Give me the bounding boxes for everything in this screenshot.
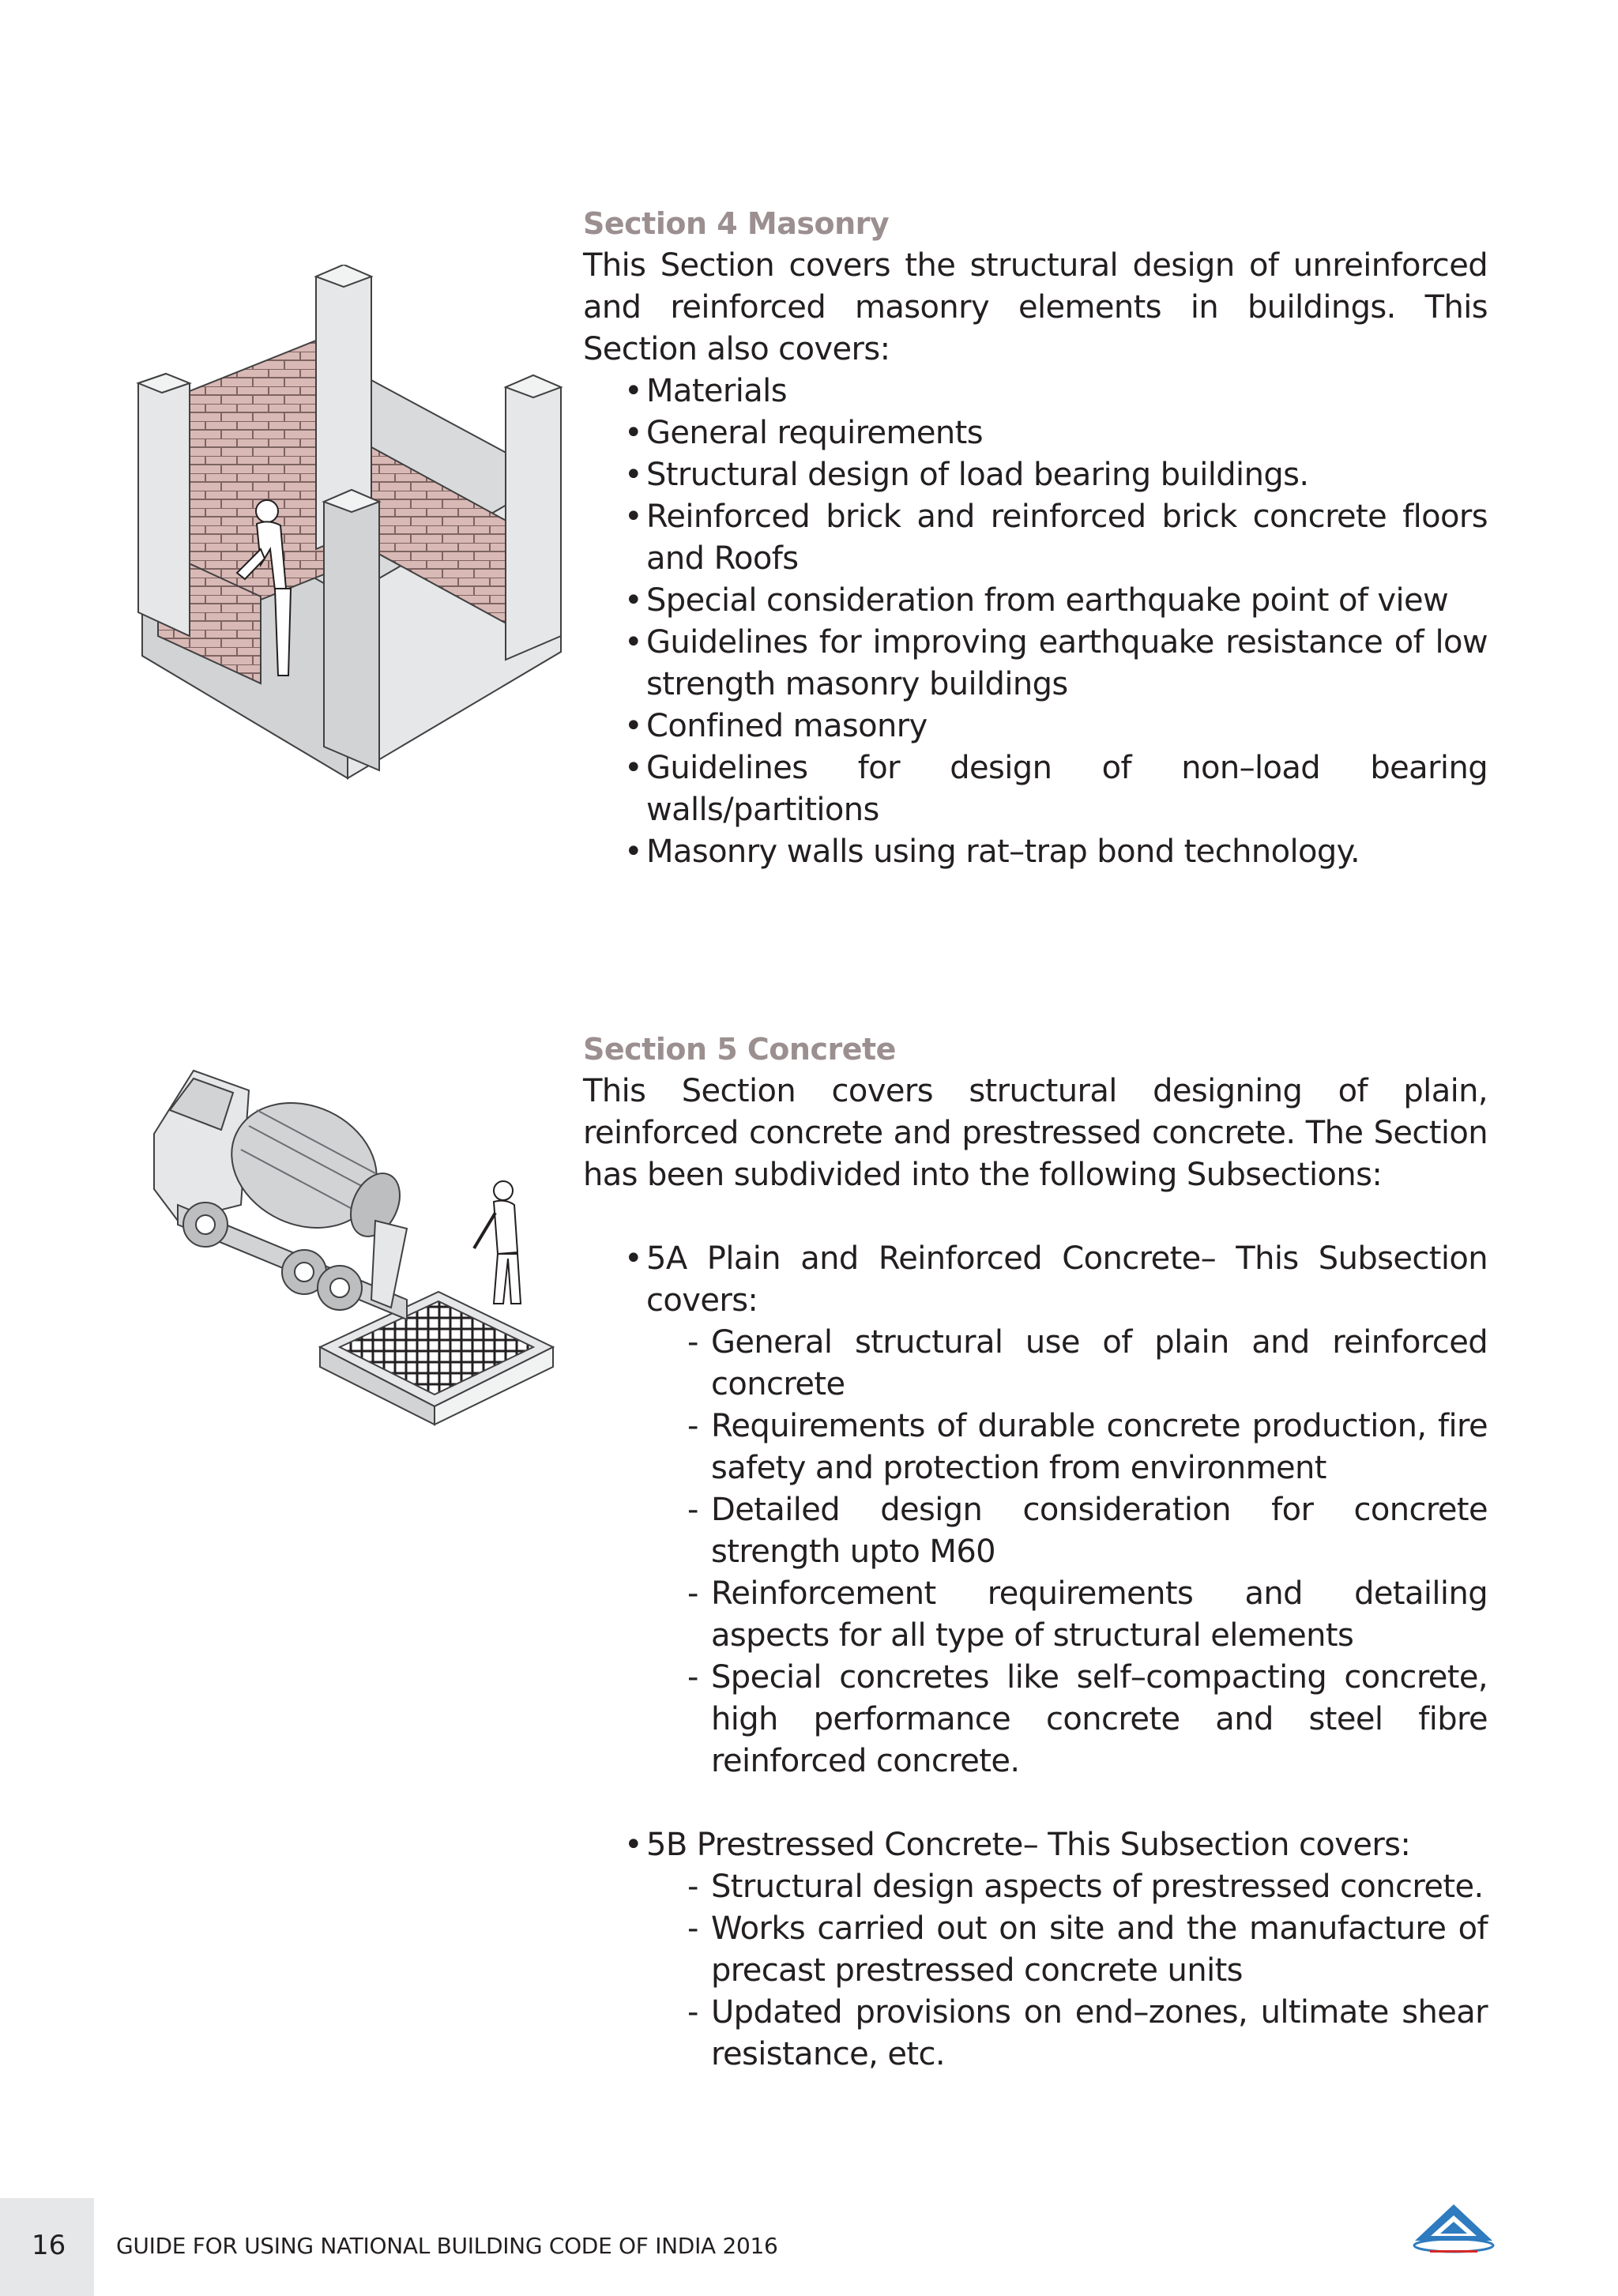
list-item: • Reinforced brick and reinforced brick concrete floors and Roofs bbox=[646, 496, 1488, 580]
list-item: - General structural use of plain and reinforced concrete bbox=[711, 1322, 1488, 1406]
list-item: • Materials bbox=[646, 371, 1488, 412]
subsection-5a-heading: 5A Plain and Reinforced Concrete– This Subsection covers: bbox=[646, 1240, 1488, 1319]
list-item: - Reinforcement requirements and detailing aspects for all type of structural elements bbox=[711, 1573, 1488, 1657]
list-item: • Special consideration from earthquake point of view bbox=[646, 580, 1488, 622]
section-5-concrete bbox=[583, 1029, 1488, 2076]
list-item: • Confined masonry bbox=[646, 706, 1488, 747]
subsection-5a-list bbox=[646, 1322, 1488, 1782]
masonry-illustration bbox=[134, 265, 577, 794]
subsection-heading bbox=[646, 1238, 1488, 1782]
list-item: - Updated provisions on end–zones, ultimate shear resistance, etc. bbox=[711, 1992, 1488, 2076]
section-5-intro: This Section covers structural designing of plain, reinforced concrete and prestressed concrete. The Section has been subdivided into the following Subsections: bbox=[583, 1073, 1488, 1193]
bis-logo-icon bbox=[1410, 2201, 1497, 2255]
section-4-intro: This Section covers the structural design of unreinforced and reinforced masonry elements in buildings. This Section also covers: bbox=[583, 247, 1488, 367]
section-4-title: Section 4 Masonry bbox=[583, 206, 890, 241]
section-4-list bbox=[583, 371, 1488, 873]
subsection-5a bbox=[583, 1238, 1488, 1782]
list-item: - Requirements of durable concrete production, fire safety and protection from environment bbox=[711, 1406, 1488, 1489]
list-item: • Structural design of load bearing buildings. bbox=[646, 454, 1488, 496]
section-4-masonry bbox=[583, 203, 1488, 873]
list-item: • Masonry walls using rat–trap bond technology. bbox=[646, 831, 1488, 873]
list-item: - Structural design aspects of prestressed concrete. bbox=[711, 1866, 1488, 1908]
list-item: • General requirements bbox=[646, 412, 1488, 454]
list-item: - Works carried out on site and the manufacture of precast prestressed concrete units bbox=[711, 1908, 1488, 1992]
concrete-truck-illustration bbox=[146, 1047, 557, 1426]
list-item: - Detailed design consideration for concrete strength upto M60 bbox=[711, 1489, 1488, 1573]
subsection-5b-list bbox=[646, 1866, 1488, 2076]
subsection-5b bbox=[583, 1824, 1488, 2076]
list-item: • Guidelines for design of non–load bearing walls/partitions bbox=[646, 747, 1488, 831]
section-5-title: Section 5 Concrete bbox=[583, 1032, 896, 1067]
subsection-5b-heading: 5B Prestressed Concrete– This Subsection covers: bbox=[646, 1827, 1411, 1863]
footer-title: GUIDE FOR USING NATIONAL BUILDING CODE OF INDIA 2016 bbox=[116, 2233, 778, 2259]
subsection-heading bbox=[646, 1824, 1488, 2076]
page-number: 16 bbox=[32, 2230, 66, 2261]
list-item: - Special concretes like self–compacting concrete, high performance concrete and steel fibre reinforced concrete. bbox=[711, 1657, 1488, 1782]
list-item: • Guidelines for improving earthquake resistance of low strength masonry buildings bbox=[646, 622, 1488, 706]
